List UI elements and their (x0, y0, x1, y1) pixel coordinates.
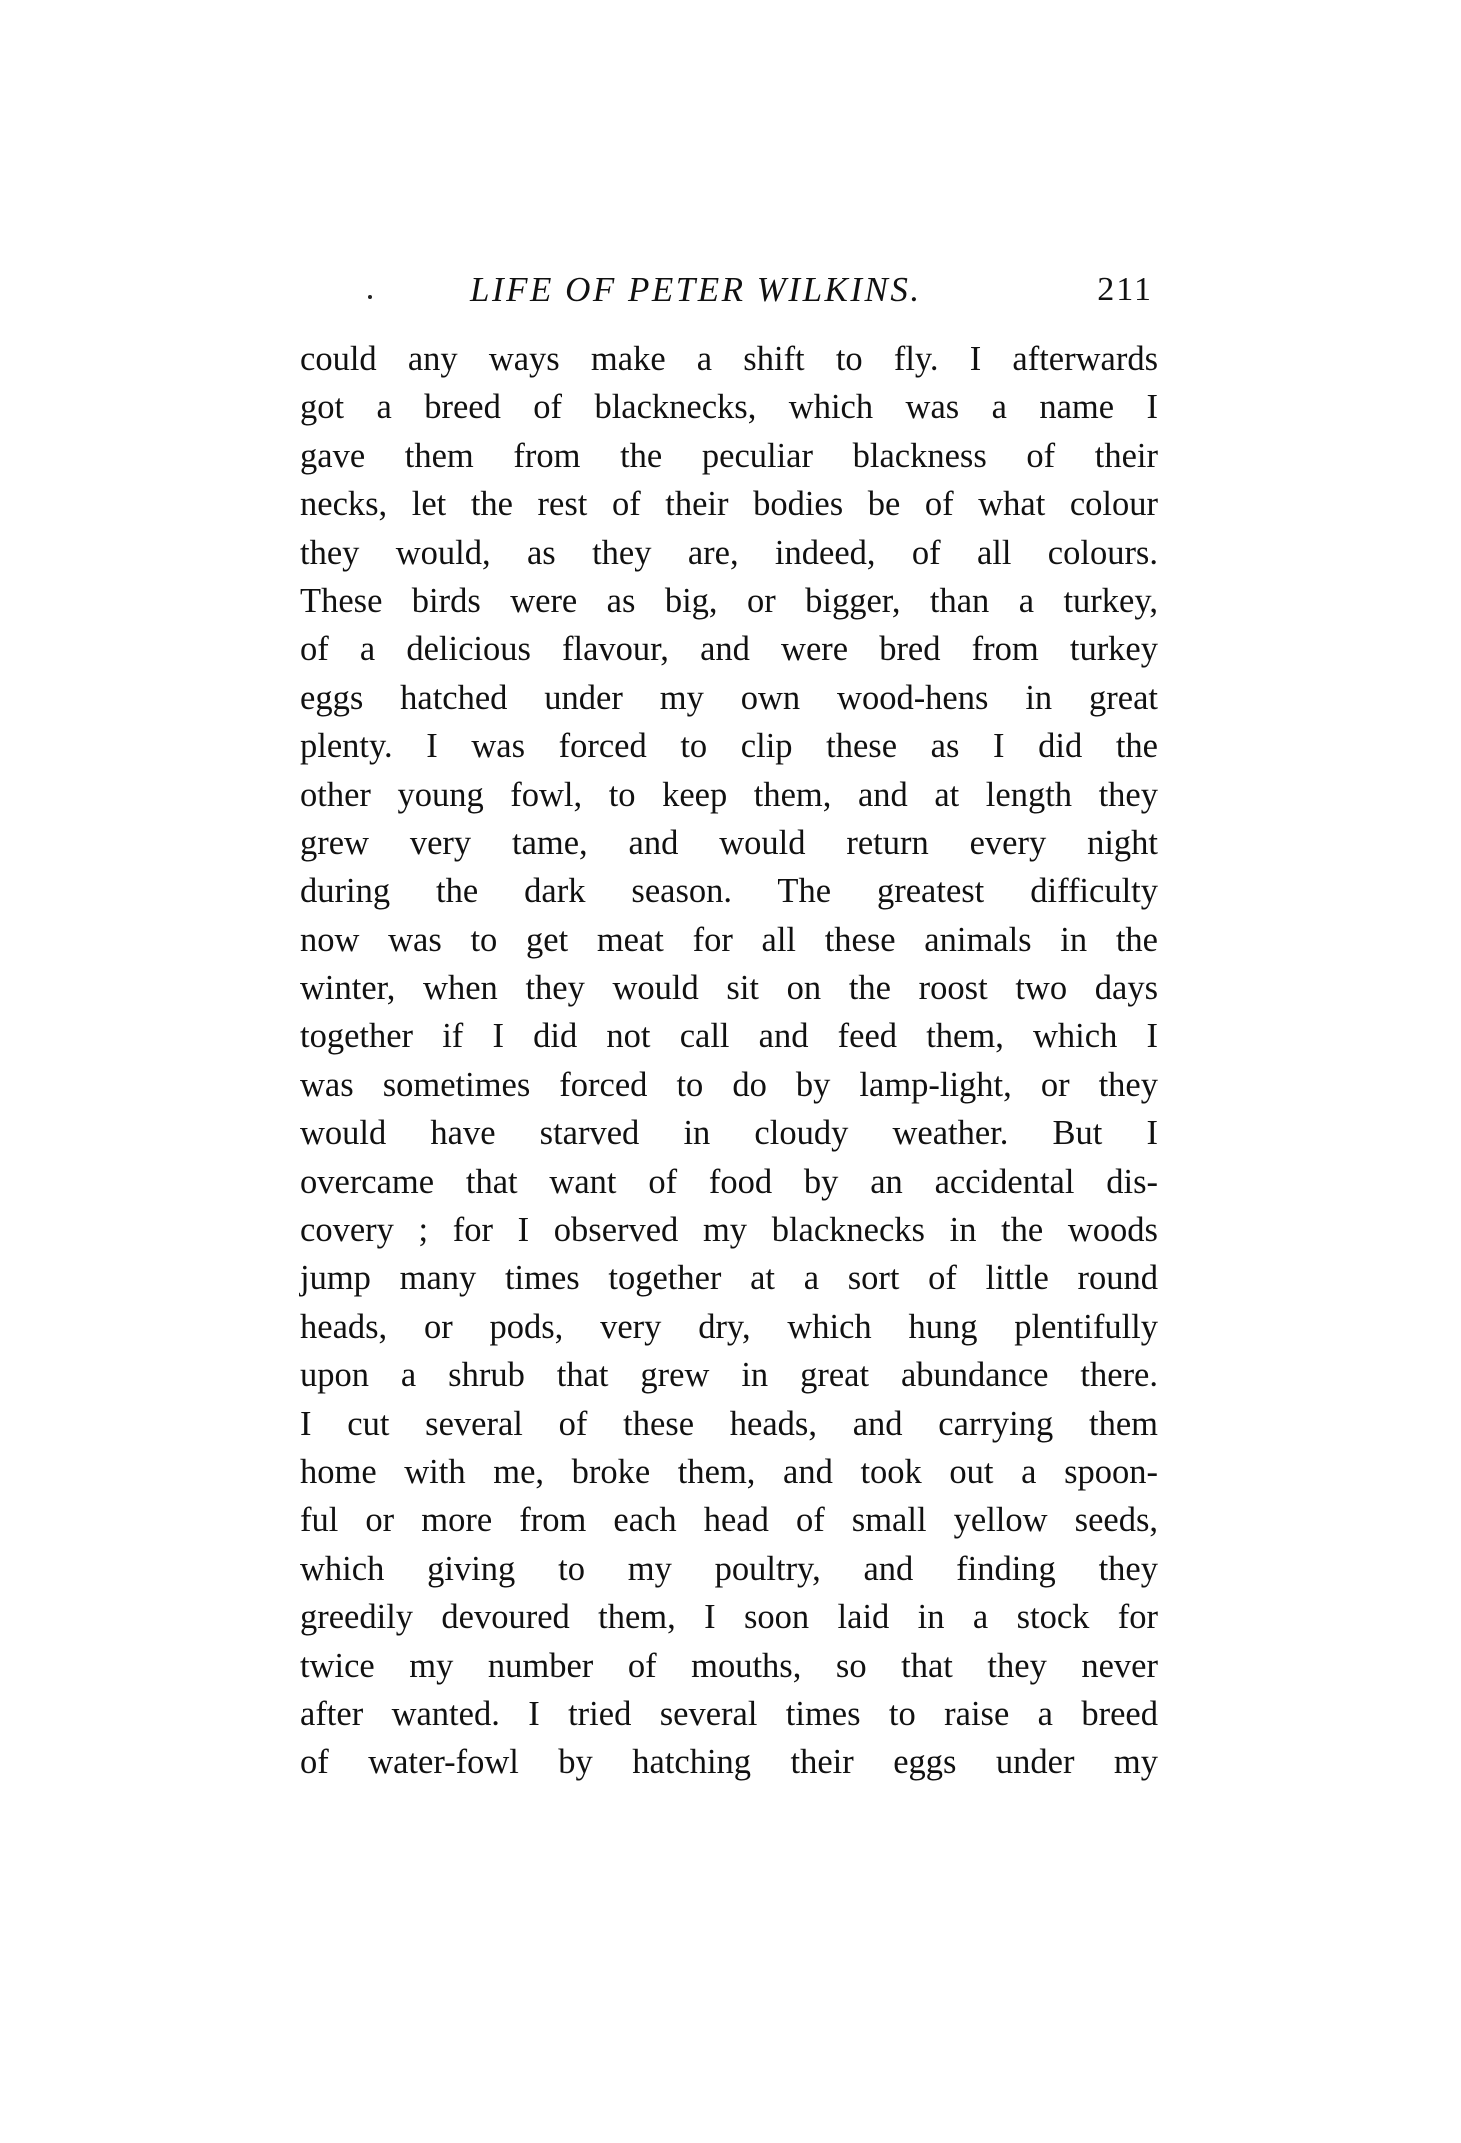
text-line: necks, let the rest of their bodies be of what colour (300, 485, 1158, 524)
text-line: of a delicious flavour, and were bred from turkey (300, 630, 1158, 669)
text-line: heads, or pods, very dry, which hung plentifully (300, 1307, 1158, 1346)
text-line: winter, when they would sit on the roost two days (300, 969, 1158, 1008)
text-line: greedily devoured them, I soon laid in a stock for (300, 1598, 1158, 1637)
text-line: jump many times together at a sort of little round (300, 1259, 1158, 1298)
text-line: eggs hatched under my own wood-hens in great (300, 678, 1158, 717)
page-number: 211 (1097, 271, 1153, 308)
text-line: which giving to my poultry, and finding they (300, 1549, 1158, 1588)
text-line: home with me, broke them, and took out a spoon- (300, 1452, 1158, 1491)
running-head: LIFE OF PETER WILKINS. (470, 270, 922, 309)
text-line: other young fowl, to keep them, and at length they (300, 775, 1158, 814)
text-line: got a breed of blacknecks, which was a name I (300, 388, 1158, 427)
page-header (300, 265, 1158, 315)
text-line: plenty. I was forced to clip these as I did the (300, 727, 1158, 766)
text-line: during the dark season. The greatest difficulty (300, 872, 1158, 911)
text-line: they would, as they are, indeed, of all colours. (300, 533, 1158, 572)
text-line: after wanted. I tried several times to raise a breed (300, 1694, 1158, 1733)
text-line: covery ; for I observed my blacknecks in the woods (300, 1211, 1158, 1250)
text-line: now was to get meat for all these animals in the (300, 920, 1158, 959)
header-dot-mark (368, 295, 372, 299)
text-line: could any ways make a shift to fly. I afterwards (300, 340, 1158, 378)
text-line: upon a shrub that grew in great abundance there. (300, 1356, 1158, 1395)
text-line: grew very tame, and would return every night (300, 823, 1158, 862)
text-line: together if I did not call and feed them, which I (300, 1017, 1158, 1056)
text-line: I cut several of these heads, and carrying them (300, 1404, 1158, 1443)
text-line: ful or more from each head of small yellow seeds, (300, 1501, 1158, 1540)
text-line: twice my number of mouths, so that they never (300, 1646, 1158, 1685)
text-line: These birds were as big, or bigger, than a turkey, (300, 581, 1158, 620)
text-line: gave them from the peculiar blackness of their (300, 436, 1158, 475)
text-line: overcame that want of food by an accidental dis- (300, 1162, 1158, 1201)
text-line: of water-fowl by hatching their eggs under my (300, 1743, 1158, 1782)
text-line: would have starved in cloudy weather. But I (300, 1114, 1158, 1153)
text-line: was sometimes forced to do by lamp-light, or they (300, 1065, 1158, 1104)
body-text (300, 335, 1158, 1787)
